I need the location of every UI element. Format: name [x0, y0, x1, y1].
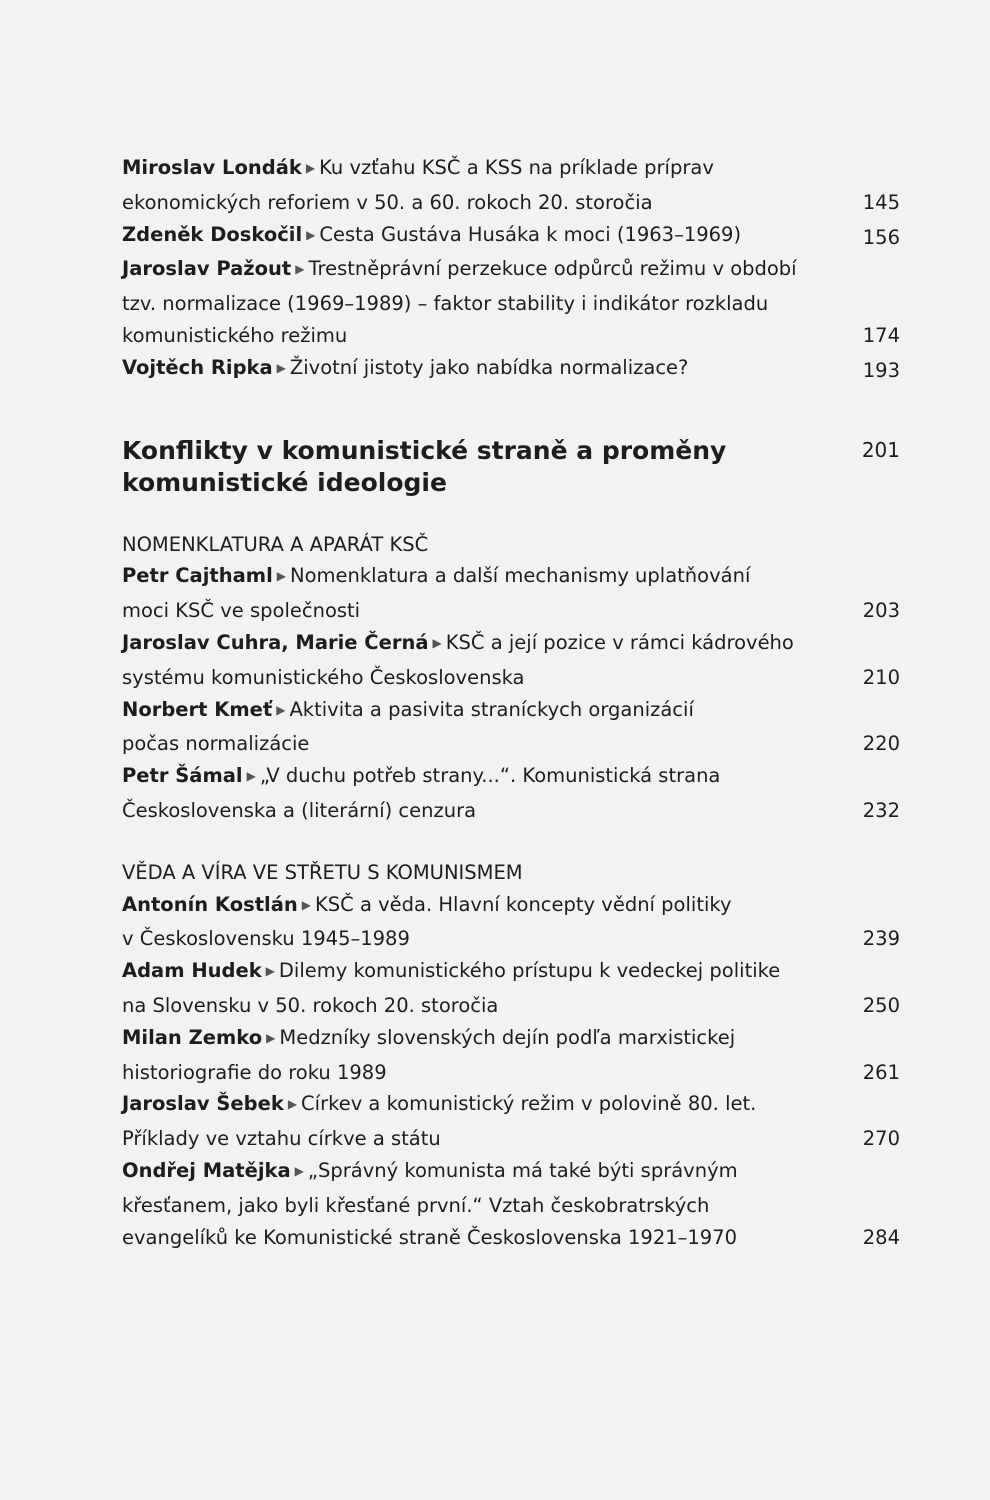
triangle-right-icon: ▶: [432, 635, 442, 650]
triangle-right-icon: ▶: [276, 702, 286, 717]
toc-entry: [122, 889, 900, 956]
entry-title-line: Medzníky slovenských dejín podľa marxistickej: [279, 1025, 736, 1049]
toc-entry: [122, 694, 900, 761]
triangle-right-icon: ▶: [287, 1097, 298, 1112]
entry-title-line: Československa a (literární) cenzura: [122, 798, 477, 822]
entry-title-line: Cesta Gustáva Husáka k moci (1963–1969): [319, 222, 742, 246]
entry-page-number: 156: [862, 225, 900, 249]
entry-page-number: 261: [862, 1060, 900, 1084]
entry-author: Zdeněk Doskočil: [122, 222, 303, 246]
entry-page-number: 145: [862, 190, 900, 214]
entry-title-line: Trestněprávní perzekuce odpůrců režimu v období: [308, 257, 797, 281]
part-title-line: Konflikty v komunistické straně a proměny: [122, 435, 727, 465]
entry-author: Petr Cajthaml: [122, 564, 273, 588]
spacer: [122, 387, 900, 419]
entry-title-line: ekonomických reforiem v 50. a 60. rokoch 20. storočia: [122, 190, 653, 214]
entry-title-line: Ku vzťahu KSČ a KSS na príklade príprav: [319, 156, 714, 179]
triangle-right-icon: ▶: [306, 227, 316, 242]
part-page-number: 201: [861, 437, 900, 462]
toc-entry: [122, 760, 900, 827]
toc-entry: [122, 1022, 900, 1089]
entry-title-line: „V duchu potřeb strany...“. Komunistická strana: [259, 764, 721, 788]
entry-title-line: Příklady ve vztahu církve a státu: [122, 1127, 441, 1151]
entry-page-number: 210: [862, 665, 900, 689]
entry-page-number: 220: [862, 732, 900, 756]
entry-title-line: počas normalizácie: [122, 732, 310, 756]
toc-entry: [122, 253, 900, 351]
section-heading: NOMENKLATURA A APARÁT KSČ: [122, 532, 429, 556]
entry-title-line: Životní jistoty jako nabídka normalizace?: [289, 355, 689, 379]
entry-title-line: evangelíků ke Komunistické straně Československa 1921–1970: [122, 1225, 738, 1249]
toc-entry: [122, 1088, 900, 1155]
entry-title-line: Církev a komunistický režim v polovině 80. let.: [301, 1092, 757, 1116]
entry-title-line: Aktivita a pasivita straníckych organizácií: [289, 697, 694, 721]
entry-author: Adam Hudek: [122, 959, 262, 983]
entry-title-line: Dilemy komunistického prístupu k vedeckej politike: [278, 959, 781, 983]
entry-title-line: „Správný komunista má také býti správným: [307, 1158, 738, 1182]
triangle-right-icon: ▶: [266, 1030, 276, 1045]
entry-title-line: moci KSČ ve společnosti: [122, 599, 361, 623]
entry-title-line: křesťanem, jako byli křesťané první.“ Vztah českobratrských: [122, 1193, 710, 1217]
triangle-right-icon: ▶: [305, 161, 316, 175]
triangle-right-icon: ▶: [276, 569, 286, 584]
entry-title-line: KSČ a věda. Hlavní koncepty vědní politiky: [314, 892, 732, 916]
entry-author: Petr Šámal: [122, 764, 243, 788]
toc-entry: [122, 152, 900, 219]
entry-author: Ondřej Matějka: [122, 1158, 291, 1182]
entry-page-number: 203: [862, 599, 900, 623]
entry-title-line: systému komunistického Československa: [122, 665, 525, 689]
entry-page-number: 250: [862, 993, 900, 1017]
spacer: [122, 827, 900, 857]
entry-title-line: Nomenklatura a další mechanismy uplatňování: [290, 564, 751, 588]
table-of-contents: [122, 152, 900, 1253]
entry-title-line: komunistického režimu: [122, 323, 348, 347]
triangle-right-icon: ▶: [295, 262, 305, 277]
entry-title-line: v Československu 1945–1989: [122, 927, 410, 951]
toc-entry: [122, 352, 900, 387]
entry-author: Jaroslav Cuhra, Marie Černá: [122, 630, 429, 654]
toc-entry: [122, 627, 900, 694]
spacer: [122, 499, 900, 529]
entry-author: Antonín Kostlán: [122, 892, 298, 916]
toc-entry: [122, 560, 900, 627]
entry-page-number: 284: [862, 1225, 900, 1249]
entry-author: Norbert Kmeť: [122, 697, 273, 721]
entry-author: Vojtěch Ripka: [122, 355, 273, 379]
triangle-right-icon: ▶: [246, 769, 256, 784]
triangle-right-icon: ▶: [265, 964, 275, 979]
entry-author: Miroslav Londák: [122, 156, 302, 179]
entry-page-number: 239: [862, 927, 900, 951]
entry-title-line: na Slovensku v 50. rokoch 20. storočia: [122, 993, 499, 1017]
entry-page-number: 232: [862, 798, 900, 822]
entry-page-number: 270: [862, 1127, 900, 1151]
entry-title-line: KSČ a její pozice v rámci kádrového: [445, 630, 794, 654]
triangle-right-icon: ▶: [294, 1163, 304, 1178]
entry-page-number: 174: [862, 323, 900, 347]
entry-author: Jaroslav Šebek: [122, 1092, 284, 1116]
entry-page-number: 193: [862, 358, 900, 382]
triangle-right-icon: ▶: [276, 360, 286, 375]
entry-title-line: tzv. normalizace (1969–1989) – faktor stability i indikátor rozkladu: [122, 292, 769, 316]
toc-entry: [122, 219, 900, 254]
part-heading: [122, 435, 900, 499]
triangle-right-icon: ▶: [301, 897, 311, 912]
section-heading: VĚDA A VÍRA VE STŘETU S KOMUNISMEM: [122, 860, 523, 884]
entry-title-line: historiografie do roku 1989: [122, 1060, 387, 1084]
toc-entry: [122, 955, 900, 1022]
part-title-line: komunistické ideologie: [122, 467, 447, 497]
entry-author: Jaroslav Pažout: [122, 257, 292, 281]
entry-author: Milan Zemko: [122, 1025, 263, 1049]
toc-entry: [122, 1155, 900, 1253]
